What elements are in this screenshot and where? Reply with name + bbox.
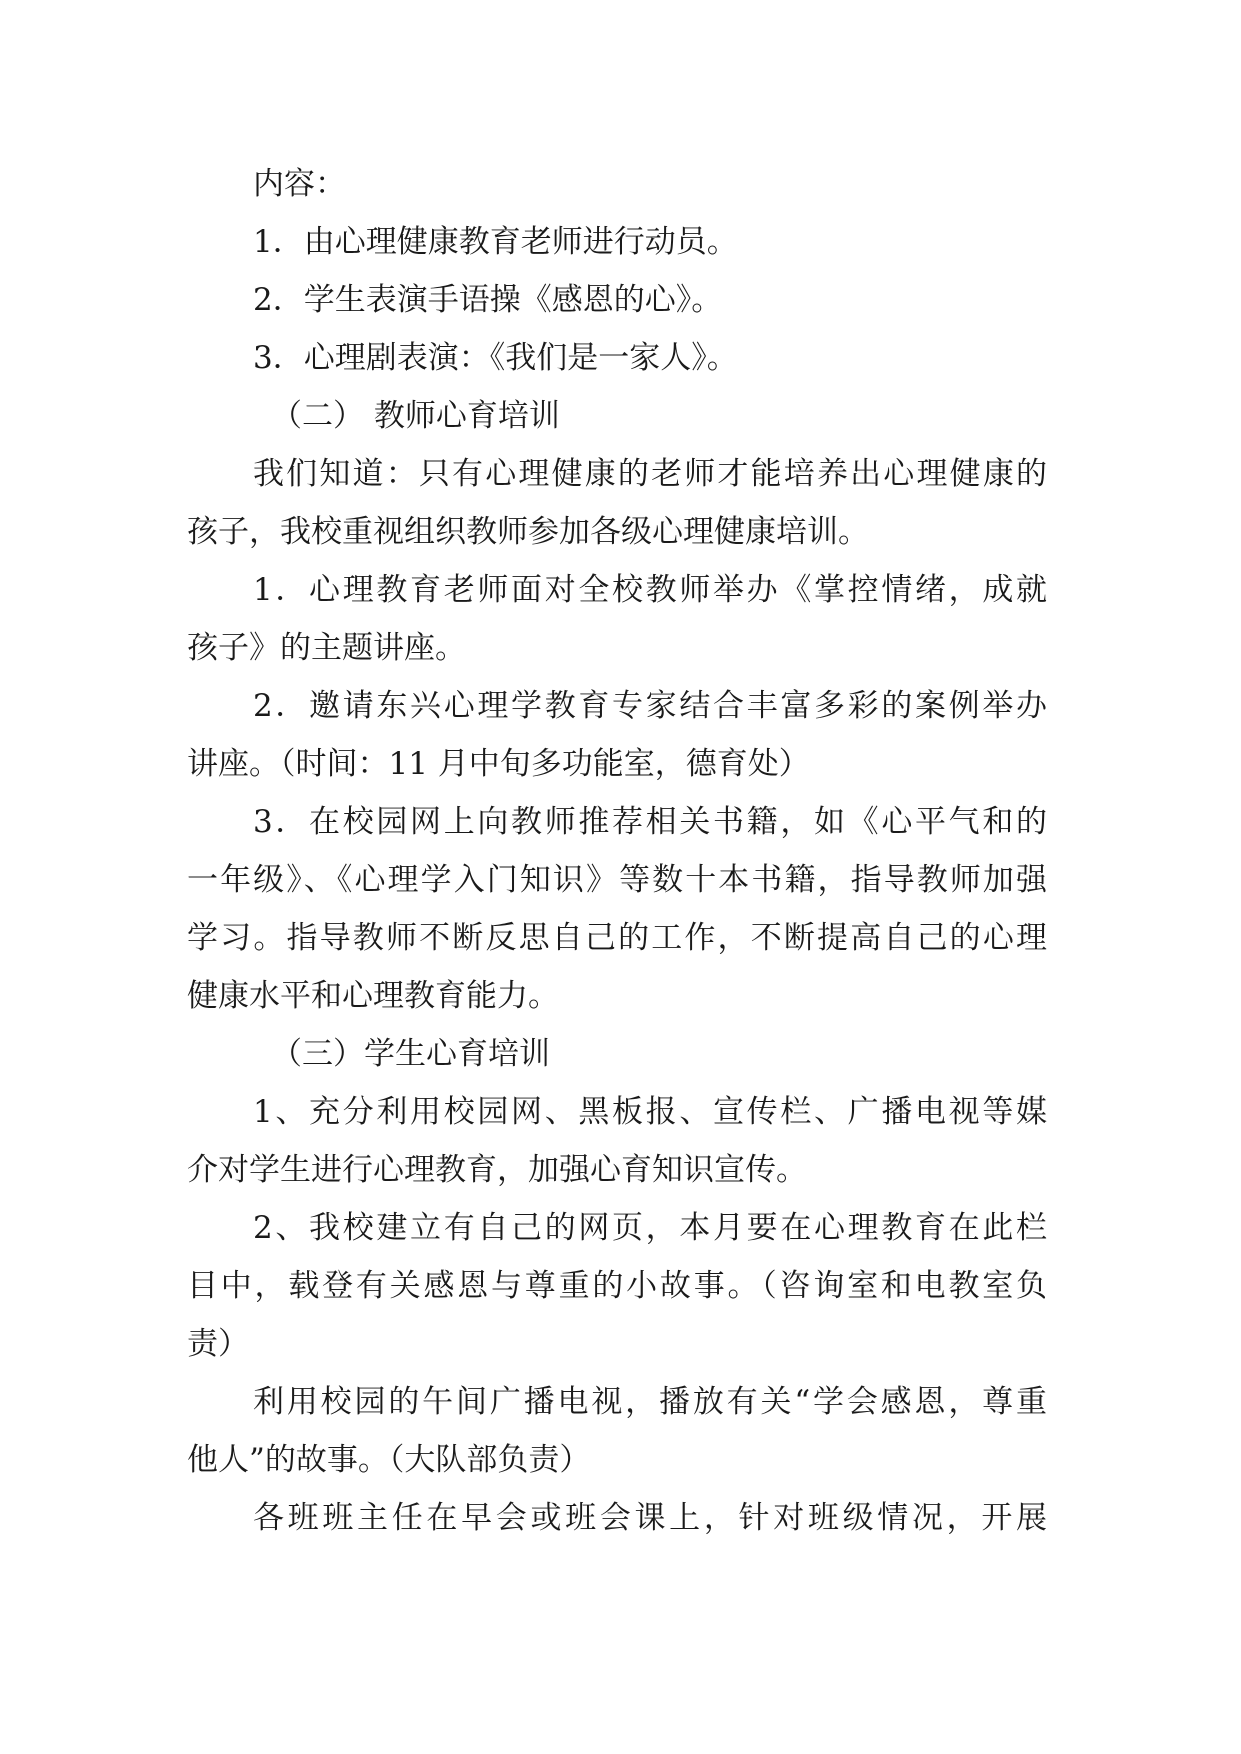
paragraph-line: 利用校园的午间广播电视，播放有关“学会感恩，尊重 — [253, 1384, 1047, 1420]
content-heading: 内容： — [253, 166, 346, 202]
paragraph-line: 1．心理教育老师面对全校教师举办《掌控情绪，成就 — [253, 572, 1047, 608]
paragraph-line: 学习。指导教师不断反思自己的工作，不断提高自己的心理 — [187, 920, 1047, 956]
paragraph-line: 2．邀请东兴心理学教育专家结合丰富多彩的案例举办 — [253, 688, 1047, 724]
paragraph-line: 2、我校建立有自己的网页，本月要在心理教育在此栏 — [253, 1210, 1047, 1246]
section-heading-student-training: （三）学生心育培训 — [271, 1036, 550, 1072]
list-item: 3．心理剧表演：《我们是一家人》。 — [253, 340, 738, 376]
paragraph-line: 健康水平和心理教育能力。 — [187, 978, 559, 1014]
paragraph-line: 介对学生进行心理教育，加强心育知识宣传。 — [187, 1152, 807, 1188]
list-item: 1．由心理健康教育老师进行动员。 — [253, 224, 738, 260]
paragraph-line: 1、充分利用校园网、黑板报、宣传栏、广播电视等媒 — [253, 1094, 1047, 1130]
paragraph-line: 我们知道：只有心理健康的老师才能培养出心理健康的 — [253, 456, 1047, 492]
paragraph-line: 孩子，我校重视组织教师参加各级心理健康培训。 — [187, 514, 869, 550]
paragraph-line: 他人”的故事。（大队部负责） — [187, 1442, 591, 1478]
paragraph-line: 责） — [187, 1326, 249, 1362]
paragraph-line: 孩子》的主题讲座。 — [187, 630, 466, 666]
list-item: 2．学生表演手语操《感恩的心》。 — [253, 282, 723, 318]
paragraph-line: 各班班主任在早会或班会课上，针对班级情况，开展 — [253, 1500, 1047, 1536]
paragraph-line: 讲座。（时间：11 月中旬多功能室，德育处） — [187, 746, 810, 782]
section-heading-teacher-training: （二） 教师心育培训 — [271, 398, 560, 434]
paragraph-line: 一年级》、《心理学入门知识》等数十本书籍，指导教师加强 — [187, 862, 1047, 898]
paragraph-line: 3．在校园网上向教师推荐相关书籍，如《心平气和的 — [253, 804, 1047, 840]
paragraph-line: 目中，载登有关感恩与尊重的小故事。（咨询室和电教室负 — [187, 1268, 1047, 1304]
